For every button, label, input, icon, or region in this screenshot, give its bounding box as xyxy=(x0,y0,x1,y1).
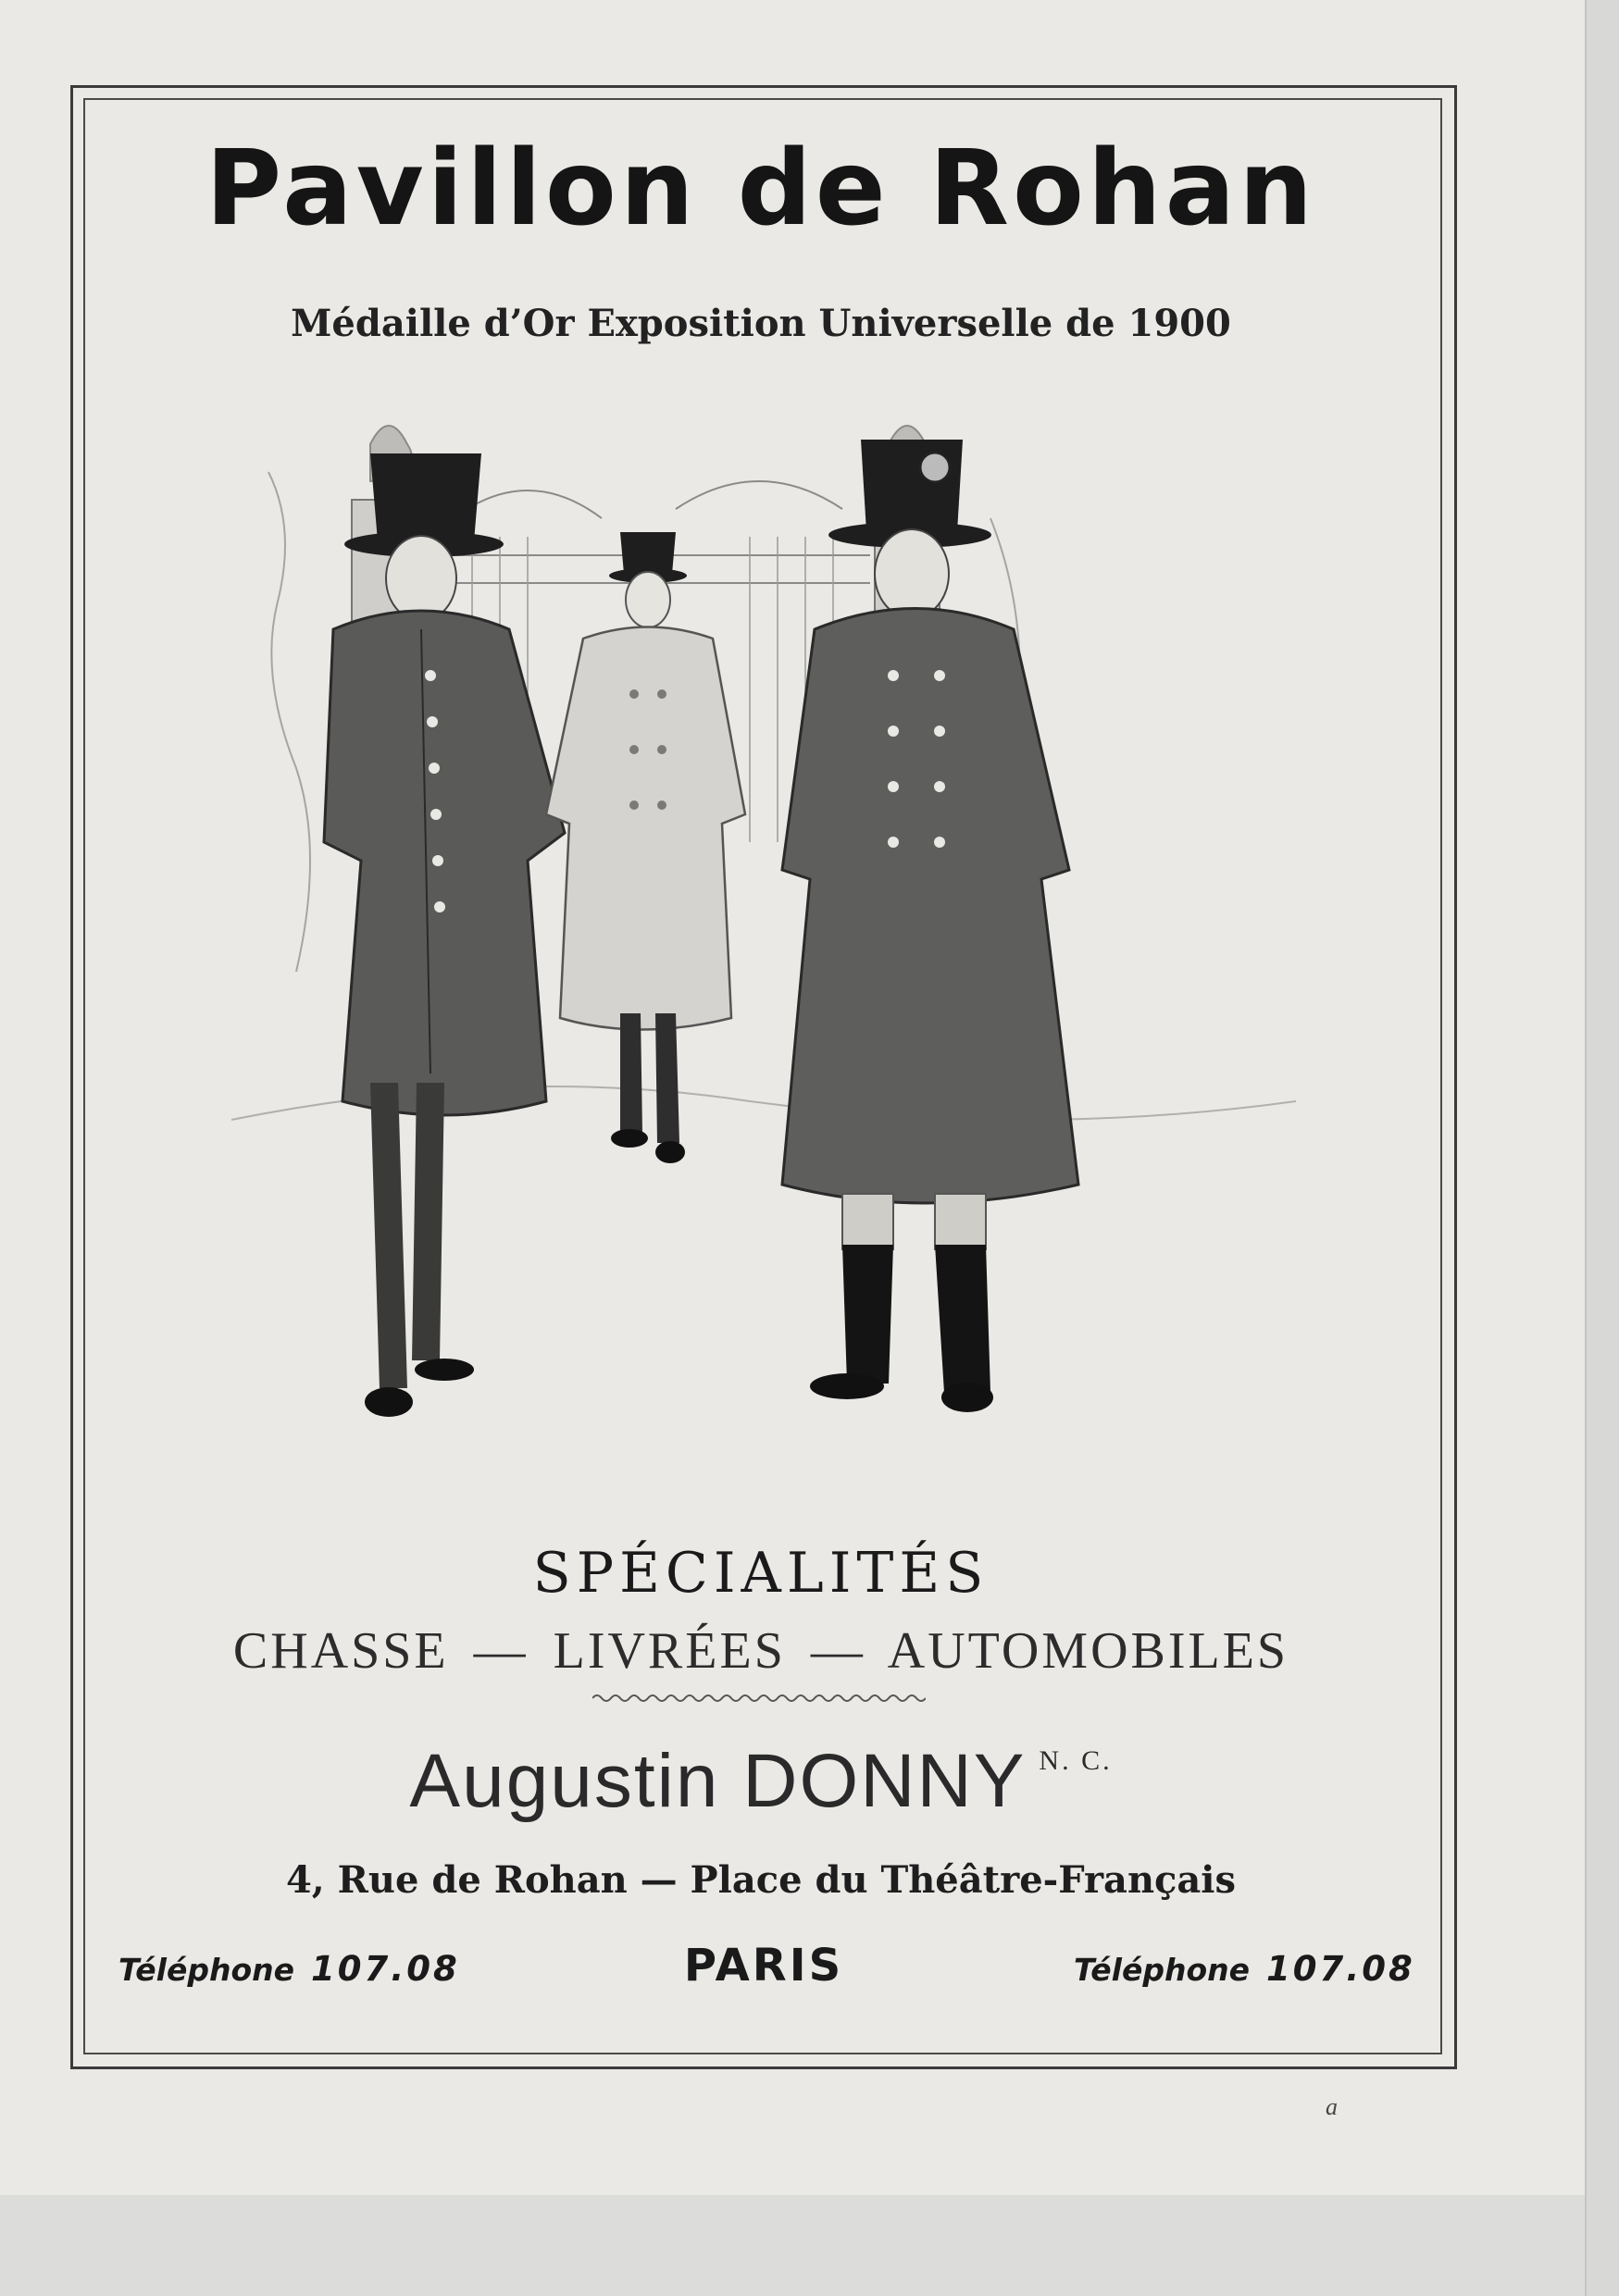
ad-title: Pavillon de Rohan xyxy=(205,129,1316,249)
specialties-categories: CHASSE — LIVRÉES — AUTOMOBILES xyxy=(232,1622,1289,1680)
wavy-divider xyxy=(592,1692,926,1705)
specialties-heading: SPÉCIALITÉS xyxy=(532,1541,990,1606)
telephone-right xyxy=(1074,1949,1415,1989)
telephone-number: 107.08 xyxy=(1266,1949,1415,1989)
three-men-in-livery-illustration xyxy=(231,398,1296,1508)
telephone-label: Téléphone xyxy=(118,1952,294,1988)
man-middle-light-overcoat xyxy=(546,532,745,1163)
telephone-left xyxy=(118,1949,460,1989)
telephone-number: 107.08 xyxy=(311,1949,460,1989)
proprietor-name-text: Augustin DONNY xyxy=(409,1739,1027,1823)
proprietor-name xyxy=(83,1738,1438,1825)
award-line: Médaille d’Or Exposition Universelle de 1900 xyxy=(291,302,1231,345)
man-right-long-coat xyxy=(782,440,1078,1412)
page-folio: a xyxy=(1326,2093,1338,2120)
proprietor-suffix: N. C. xyxy=(1039,1745,1113,1776)
street-address: 4, Rue de Rohan — Place du Théâtre-Français xyxy=(285,1858,1237,1902)
scan-margin-bottom xyxy=(0,2195,1585,2296)
telephone-label: Téléphone xyxy=(1074,1952,1250,1988)
scan-margin-right xyxy=(1585,0,1619,2296)
city: PARIS xyxy=(683,1940,844,1992)
